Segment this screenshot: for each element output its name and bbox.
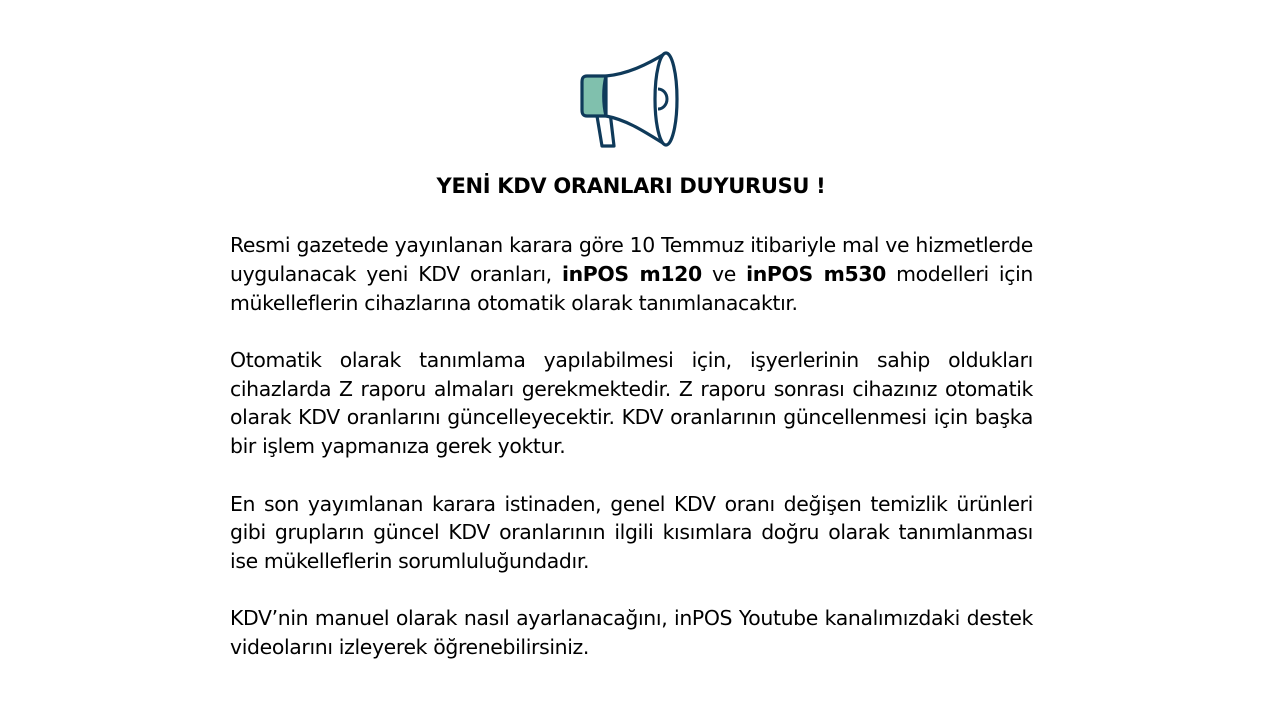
announcement-body [230, 231, 1033, 691]
product-name-m120: inPOS m120 [561, 261, 702, 286]
megaphone-icon [578, 48, 682, 152]
paragraph-1-text-c: modelleri için mükelleflerin cihazlarına otomatik olarak tanımlanacaktır. [230, 261, 1033, 315]
paragraph-1-text-a: Resmi gazetede yayınlanan karara göre 10 Temmuz itibariyle mal ve hizmetlerde uygulanacak yeni KDV oranları, [230, 233, 1033, 286]
announcement-title: YENİ KDV ORANLARI DUYURUSU ! [436, 174, 826, 198]
paragraph-4: KDV’nin manuel olarak nasıl ayarlanacağını, inPOS Youtube kanalımızdaki destek videolarını izleyerek öğrenebilirsiniz. [230, 606, 1033, 660]
paragraph-1-text-b: ve [701, 261, 747, 286]
paragraph-2: Otomatik olarak tanımlama yapılabilmesi için, işyerlerinin sahip oldukları cihazlarda Z raporu almaları gerekmektedir. Z raporu sonrası cihazınız otomatik olarak KDV oranlarını güncelleyecektir. KDV oranlarının güncellenmesi için başka bir işlem yapmanıza gerek yoktur. [230, 347, 1033, 459]
paragraph-3: En son yayımlanan karara istinaden, genel KDV oranı değişen temizlik ürünleri gibi grupların güncel KDV oranlarının ilgili kısımlara doğru olarak tanımlanması ise mükelleflerin sorumluluğundadır. [230, 491, 1033, 574]
product-name-m530: inPOS m530 [746, 261, 886, 286]
paragraph-1 [230, 231, 1033, 317]
